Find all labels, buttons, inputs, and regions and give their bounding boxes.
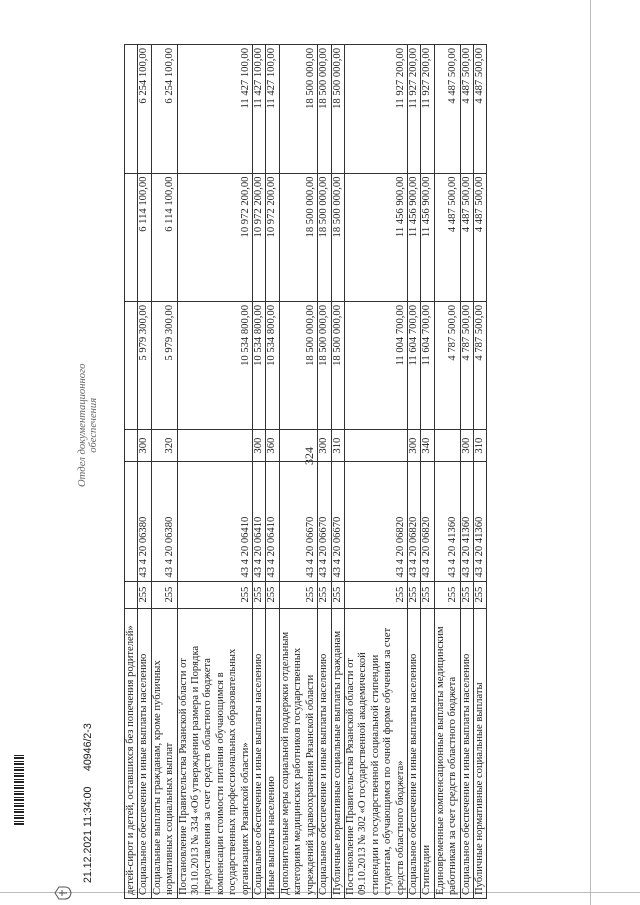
row-vr-cell [434, 430, 460, 461]
row-csr-cell: 43 4 20 06410 [266, 461, 279, 581]
row-csr-cell: 43 4 20 06410 [253, 461, 266, 581]
row-amount-2022-cell: 4 787 500,00 [473, 302, 486, 430]
table-row [407, 45, 420, 899]
row-gr-cell [125, 581, 138, 608]
row-amount-2023-cell: 11 456 900,00 [407, 173, 420, 301]
barcode [14, 755, 24, 825]
table-row [125, 45, 138, 899]
row-csr-cell [125, 461, 138, 581]
row-amount-2023-cell: 18 500 000,00 [279, 173, 317, 301]
row-gr-cell: 255 [138, 581, 151, 608]
table-row [460, 45, 473, 899]
row-gr-cell: 255 [279, 581, 317, 608]
row-amount-2023-cell: 10 972 200,00 [266, 173, 279, 301]
row-vr-cell: 320 [151, 430, 177, 461]
row-csr-cell: 43 4 20 06820 [421, 461, 434, 581]
row-amount-2024-cell: 18 500 000,00 [318, 45, 331, 174]
row-name-cell: Дополнительные меры социальной поддержки отдельным категориям медицинских работников государственных учреждений здравоохранения Рязанской области [279, 608, 317, 898]
row-amount-2022-cell: 5 979 300,00 [151, 302, 177, 430]
row-amount-2023-cell: 18 500 000,00 [318, 173, 331, 301]
row-amount-2023-cell: 18 500 000,00 [331, 173, 344, 301]
row-amount-2023-cell: 10 972 200,00 [253, 173, 266, 301]
row-gr-cell: 255 [318, 581, 331, 608]
row-vr-cell: 310 [331, 430, 344, 461]
department-stamp-line-2: обеспечения [88, 397, 99, 453]
row-gr-cell: 255 [151, 581, 177, 608]
row-name-cell: Социальное обеспечение и иные выплаты населению [407, 608, 420, 898]
row-gr-cell: 255 [460, 581, 473, 608]
row-vr-cell: 300 [138, 430, 151, 461]
row-csr-cell: 43 4 20 41360 [434, 461, 460, 581]
table-row [279, 45, 317, 899]
row-amount-2022-cell: 4 787 500,00 [460, 302, 473, 430]
row-amount-2024-cell: 11 927 200,00 [344, 45, 407, 174]
row-gr-cell: 255 [434, 581, 460, 608]
row-gr-cell: 255 [177, 581, 252, 608]
row-amount-2024-cell: 11 427 100,00 [266, 45, 279, 174]
row-amount-2023-cell: 11 456 900,00 [421, 173, 434, 301]
row-amount-2022-cell: 11 004 700,00 [344, 302, 407, 430]
table-row [253, 45, 266, 899]
row-name-cell: Социальное обеспечение и иные выплаты населению [138, 608, 151, 898]
row-amount-2024-cell: 4 487 500,00 [473, 45, 486, 174]
row-vr-cell: 360 [266, 430, 279, 461]
row-amount-2022-cell: 10 534 800,00 [266, 302, 279, 430]
row-amount-2022-cell: 18 500 000,00 [318, 302, 331, 430]
table-row [434, 45, 460, 899]
row-amount-2024-cell: 6 254 100,00 [138, 45, 151, 174]
row-csr-cell: 43 4 20 41360 [460, 461, 473, 581]
budget-table-body [125, 45, 487, 899]
row-gr-cell: 255 [331, 581, 344, 608]
row-amount-2022-cell: 10 534 800,00 [253, 302, 266, 430]
row-csr-cell: 43 4 20 06670 [318, 461, 331, 581]
row-name-cell: Социальные выплаты гражданам, кроме публичных нормативных социальных выплат [151, 608, 177, 898]
row-amount-2024-cell: 11 427 100,00 [253, 45, 266, 174]
row-csr-cell: 43 4 20 06410 [177, 461, 252, 581]
table-row [331, 45, 344, 899]
table-row [266, 45, 279, 899]
table-row [138, 45, 151, 899]
row-vr-cell [177, 430, 252, 461]
row-gr-cell: 255 [266, 581, 279, 608]
row-name-cell: Постановление Правительства Рязанской области от 09.10.2013 № 302 «О государственной академической стипендии и государственной социальной стипендии студентам, обучающимся по очной форме обучения за счет средств областного бюджета» [344, 608, 407, 898]
row-csr-cell: 43 4 20 06670 [331, 461, 344, 581]
row-name-cell: Постановление Правительства Рязанской области от 30.10.2013 № 334 «Об утверждении размера и Порядка предоставления за счет средств областного бюджета компенсации стоимости питания обучающимся в государственных профессиональных образовательных организациях Рязанской области» [177, 608, 252, 898]
row-gr-cell: 255 [253, 581, 266, 608]
row-csr-cell: 43 4 20 06670 [279, 461, 317, 581]
row-amount-2024-cell: 11 427 100,00 [177, 45, 252, 174]
row-amount-2022-cell: 11 604 700,00 [421, 302, 434, 430]
row-amount-2024-cell: 11 927 200,00 [421, 45, 434, 174]
page-number: 324 [302, 447, 316, 465]
department-stamp [77, 364, 99, 487]
row-name-cell: Публичные нормативные социальные выплаты [473, 608, 486, 898]
row-vr-cell: 300 [318, 430, 331, 461]
row-vr-cell [125, 430, 138, 461]
row-amount-2024-cell: 4 487 500,00 [434, 45, 460, 174]
row-name-cell: Публичные нормативные социальные выплаты гражданам [331, 608, 344, 898]
row-csr-cell: 43 4 20 06380 [151, 461, 177, 581]
row-amount-2022-cell: 18 500 000,00 [279, 302, 317, 430]
table-row [318, 45, 331, 899]
emblem-icon [54, 885, 72, 901]
row-amount-2022-cell: 5 979 300,00 [138, 302, 151, 430]
row-name-cell: Единовременные компенсационные выплаты медицинским работникам за счет средств областного бюджета [434, 608, 460, 898]
row-vr-cell: 300 [460, 430, 473, 461]
table-row [473, 45, 486, 899]
row-amount-2023-cell: 4 487 500,00 [460, 173, 473, 301]
row-amount-2022-cell: 18 500 000,00 [331, 302, 344, 430]
table-row [177, 45, 252, 899]
row-vr-cell [344, 430, 407, 461]
row-amount-2024-cell [125, 45, 138, 174]
row-amount-2024-cell: 18 500 000,00 [279, 45, 317, 174]
table-row [344, 45, 407, 899]
row-name-cell: Иные выплаты населению [266, 608, 279, 898]
row-name-cell: детей-сирот и детей, оставшихся без попечения родителей» [125, 608, 138, 898]
row-vr-cell: 300 [407, 430, 420, 461]
row-vr-cell: 340 [421, 430, 434, 461]
row-amount-2024-cell: 18 500 000,00 [331, 45, 344, 174]
row-gr-cell: 255 [421, 581, 434, 608]
row-gr-cell: 255 [344, 581, 407, 608]
row-amount-2022-cell: 4 787 500,00 [434, 302, 460, 430]
stamp-datetime: 21.12.2021 11:34:00 [82, 786, 94, 883]
table-row [421, 45, 434, 899]
row-vr-cell: 300 [253, 430, 266, 461]
table-row [151, 45, 177, 899]
row-amount-2022-cell [125, 302, 138, 430]
row-vr-cell [279, 430, 317, 461]
row-csr-cell: 43 4 20 41360 [473, 461, 486, 581]
row-amount-2024-cell: 4 487 500,00 [460, 45, 473, 174]
row-name-cell: Социальное обеспечение и иные выплаты населению [318, 608, 331, 898]
row-csr-cell: 43 4 20 06820 [407, 461, 420, 581]
stamp-code: 40946/2-3 [82, 723, 94, 771]
row-amount-2024-cell: 11 927 200,00 [407, 45, 420, 174]
row-amount-2023-cell: 11 456 900,00 [344, 173, 407, 301]
row-vr-cell: 310 [473, 430, 486, 461]
row-csr-cell: 43 4 20 06380 [138, 461, 151, 581]
row-amount-2023-cell [125, 173, 138, 301]
budget-table [124, 44, 487, 899]
row-amount-2023-cell: 6 114 100,00 [138, 173, 151, 301]
row-name-cell: Социальное обеспечение и иные выплаты населению [253, 608, 266, 898]
row-gr-cell: 255 [473, 581, 486, 608]
row-csr-cell: 43 4 20 06820 [344, 461, 407, 581]
row-amount-2022-cell: 11 604 700,00 [407, 302, 420, 430]
row-amount-2024-cell: 6 254 100,00 [151, 45, 177, 174]
row-amount-2023-cell: 10 972 200,00 [177, 173, 252, 301]
row-amount-2022-cell: 10 534 800,00 [177, 302, 252, 430]
row-gr-cell: 255 [407, 581, 420, 608]
row-name-cell: Социальное обеспечение и иные выплаты населению [460, 608, 473, 898]
department-stamp-line-1: Отдел документационного [77, 363, 88, 487]
row-amount-2023-cell: 4 487 500,00 [434, 173, 460, 301]
row-amount-2023-cell: 4 487 500,00 [473, 173, 486, 301]
row-name-cell: Стипендии [421, 608, 434, 898]
row-amount-2023-cell: 6 114 100,00 [151, 173, 177, 301]
